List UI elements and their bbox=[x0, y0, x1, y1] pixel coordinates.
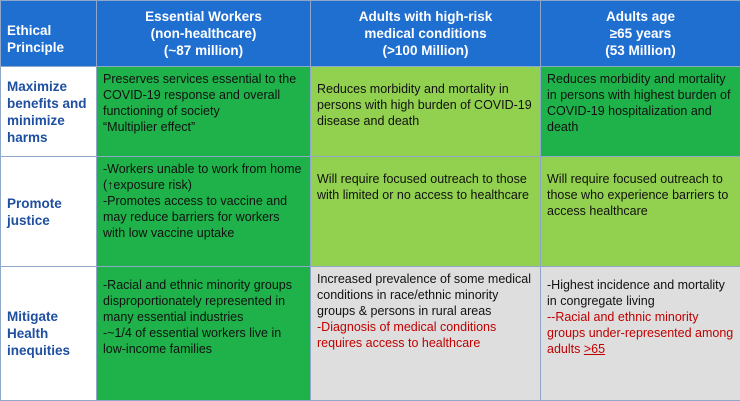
up-arrow-icon: ↑ bbox=[107, 178, 114, 192]
table-row bbox=[1, 157, 740, 267]
cell-high-risk: Will require focused outreach to those with limited or no access to healthcare bbox=[311, 157, 541, 267]
header-ethical-principle: Ethical Principle bbox=[1, 1, 97, 67]
header-high-risk-adults: Adults with high-risk medical conditions (>100 Million) bbox=[311, 1, 541, 67]
cell-high-risk: Reduces morbidity and mortality in persons with high burden of COVID-19 disease and death bbox=[311, 67, 541, 157]
cell-age65: Will require focused outreach to those who experience barriers to access healthcare bbox=[541, 157, 740, 267]
principle-promote-justice: Promote justice bbox=[1, 157, 97, 267]
cell-essential-workers: -Racial and ethnic minority groups disproportionately represented in many essential industries -~1/4 of essential workers live in low-income families bbox=[97, 267, 311, 401]
cell-essential-workers: Preserves services essential to the COVID-19 response and overall functioning of society “Multiplier effect” bbox=[97, 67, 311, 157]
principle-maximize-benefits: Maximize benefits and minimize harms bbox=[1, 67, 97, 157]
principle-mitigate-inequities: Mitigate Health inequities bbox=[1, 267, 97, 401]
cell-age65: Reduces morbidity and mortality in persons with highest burden of COVID-19 hospitalization and death bbox=[541, 67, 740, 157]
cell-age65: -Highest incidence and mortality in congregate living --Racial and ethnic minority groups under-represented among adults >65 bbox=[541, 267, 740, 401]
header-row bbox=[1, 1, 740, 67]
header-essential-workers: Essential Workers (non-healthcare) (~87 million) bbox=[97, 1, 311, 67]
header-adults-65: Adults age ≥65 years (53 Million) bbox=[541, 1, 740, 67]
cell-high-risk: Increased prevalence of some medical conditions in race/ethnic minority groups & persons in rural areas -Diagnosis of medical conditions requires access to healthcare bbox=[311, 267, 541, 401]
cell-essential-workers: -Workers unable to work from home (↑exposure risk) -Promotes access to vaccine and may reduce barriers for workers with low vaccine uptake bbox=[97, 157, 311, 267]
table-row bbox=[1, 67, 740, 157]
table-row bbox=[1, 267, 740, 401]
